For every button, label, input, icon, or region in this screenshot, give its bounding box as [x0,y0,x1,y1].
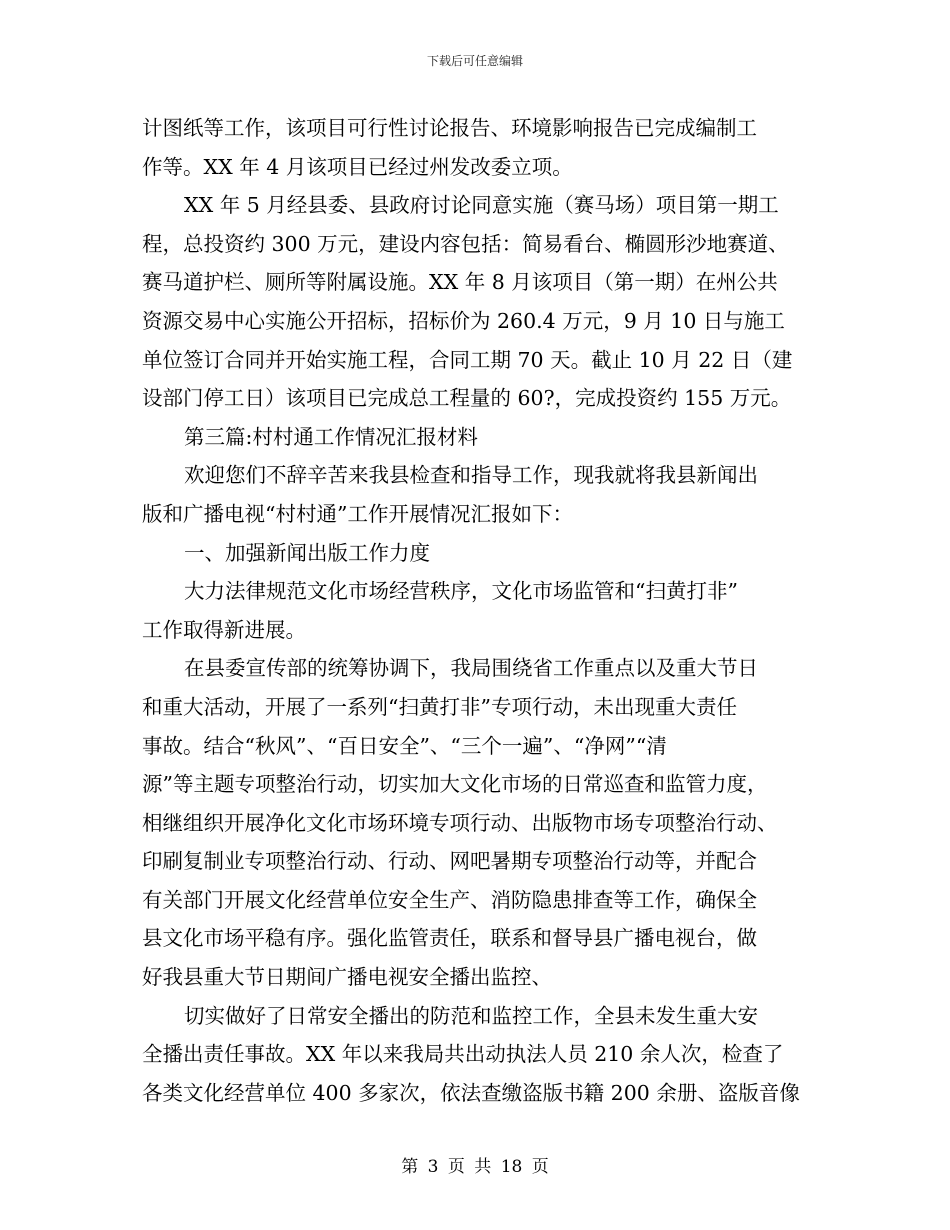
text-line: 各类文化经营单位 400 多家次，依法查缴盗版书籍 200 余册、盗版音像 [142,1080,800,1105]
page-number: 第 3 页 共 18 页 [401,1157,549,1177]
text-line: 相继组织开展净化文化市场环境专项行动、出版物市场专项整治行动、 [142,810,778,835]
text-line: 全播出责任事故。XX 年以来我局共出动执法人员 210 余人次，检查了 [142,1042,784,1067]
text-line: 程，总投资约 300 万元，建设内容包括：简易看台、椭圆形沙地赛道、 [142,231,789,256]
section-heading: 第三篇:村村通工作情况汇报材料 [184,424,478,449]
text-line: 切实做好了日常安全播出的防范和监控工作，全县未发生重大安 [184,1003,758,1028]
text-line: 源”等主题专项整治行动，切实加大文化市场的日常巡查和监管力度， [142,772,768,797]
text-line: 欢迎您们不辞辛苦来我县检查和指导工作，现我就将我县新闻出 [184,463,758,488]
document-body [142,109,812,1112]
text-line: 单位签订合同并开始实施工程，合同工期 70 天。截止 10 月 22 日（建 [142,347,793,372]
text-line: 赛马道护栏、厕所等附属设施。XX 年 8 月该项目（第一期）在州公共 [142,270,778,295]
text-line: 好我县重大节日期间广播电视安全播出监控、 [142,965,552,990]
text-line: XX 年 5 月经县委、县政府讨论同意实施（赛马场）项目第一期工 [184,193,779,218]
page-header: 下载后可任意编辑 [426,54,523,68]
text-line: 设部门停工日）该项目已完成总工程量的 60?，完成投资约 155 万元。 [142,386,792,411]
text-line: 工作取得新进展。 [142,617,306,642]
text-line: 计图纸等工作，该项目可行性讨论报告、环境影响报告已完成编制工 [142,116,757,140]
text-line: 有关部门开展文化经营单位安全生产、消防隐患排查等工作，确保全 [142,887,757,912]
text-line: 作等。XX 年 4 月该项目已经过州发改委立项。 [142,154,573,179]
subsection-heading: 一、加强新闻出版工作力度 [184,540,430,565]
text-line: 版和广播电视“村村通”工作开展情况汇报如下： [142,501,573,526]
text-line: 印刷复制业专项整治行动、行动、网吧暑期专项整治行动等，并配合 [142,849,757,874]
text-line: 在县委宣传部的统筹协调下，我局围绕省工作重点以及重大节日 [184,656,758,681]
text-line: 资源交易中心实施公开招标，招标价为 260.4 万元，9 月 10 日与施工 [142,308,785,333]
text-line: 和重大活动，开展了一系列“扫黄打非”专项行动，未出现重大责任 [142,694,737,719]
text-line: 大力法律规范文化市场经营秩序，文化市场监管和“扫黄打非” [184,579,738,604]
text-line: 事故。结合“秋风”、“百日安全”、“三个一遍”、“净网”“清 [142,733,667,758]
text-line: 县文化市场平稳有序。强化监管责任，联系和督导县广播电视台，做 [142,926,757,951]
